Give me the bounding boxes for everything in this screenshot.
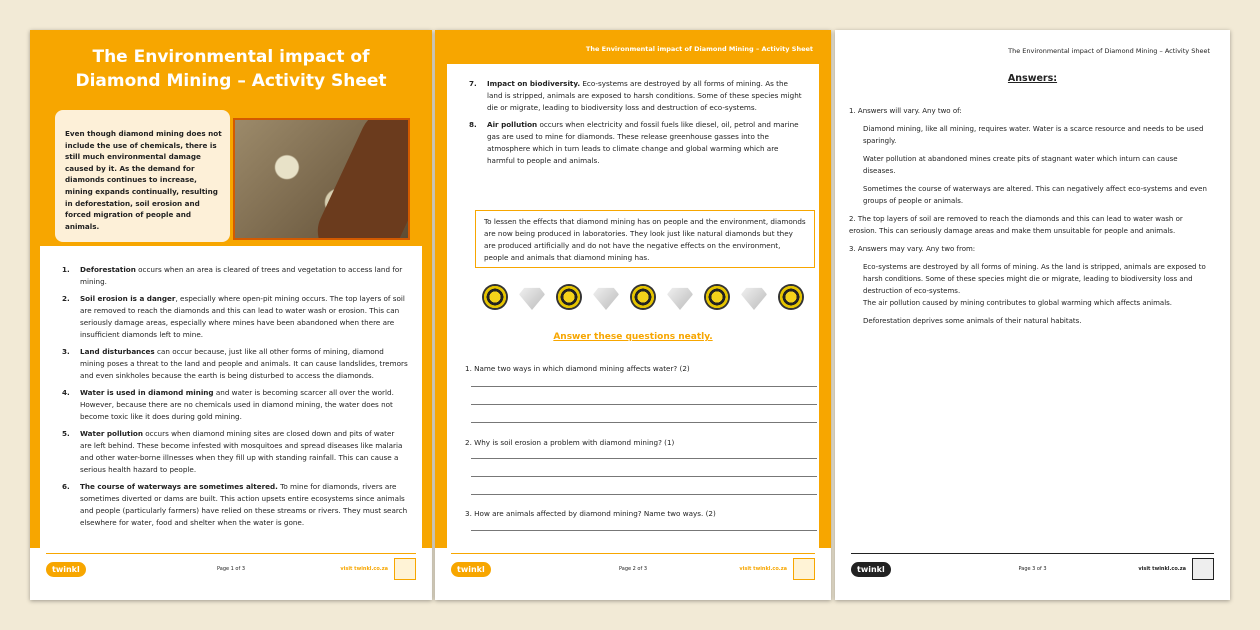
item-heading: Deforestation <box>80 265 136 274</box>
question-2: 2. Why is soil erosion a problem with diamond mining? (1) <box>465 438 675 447</box>
answer-text: Water pollution at abandoned mines create pits of stagnant water which inturn can cause diseases. <box>863 155 1178 175</box>
item-text: and water is becoming scarcer all over the world. However, because there are no chemicals used in diamond mining, the water does not become toxic like it does during gold mining. <box>80 388 394 421</box>
white-diamond-icon <box>667 284 693 310</box>
item-number: 6. <box>62 482 70 491</box>
item-number: 7. <box>469 79 477 88</box>
footer <box>835 548 1230 600</box>
page-number: Page 1 of 3 <box>216 566 246 572</box>
instruction: Answer these questions neatly. <box>553 332 713 342</box>
page-number: Page 2 of 3 <box>618 566 648 572</box>
yellow-diamond-icon <box>704 284 730 310</box>
item-number: 3. <box>62 347 70 356</box>
list-item <box>62 428 408 476</box>
item-text: occurs when diamond mining sites are closed down and pits of water are left behind. These become infested with mosquitoes and spread diseases like malaria and other water-borne illnesses when they fill up with standing rainfall. This can cause a serious health hazard to people. <box>80 429 403 474</box>
answer-text: Eco-systems are destroyed by all forms of mining. As the land is stripped, animals are exposed to harsh conditions. Some of these species might die or migrate, leading to biodiversity loss and destruction of eco-systems. <box>863 263 1206 295</box>
question-1: 1. Name two ways in which diamond mining affects water? (2) <box>465 364 690 373</box>
list-item <box>469 119 805 167</box>
item-text: , especially where open-pit mining occurs. The top layers of soil are removed to reach the diamonds and this can lead to water wash or erosion. This can seriously damage areas, especially where mines have been abandoned when there are insufficient diamonds left to mine. <box>80 294 405 339</box>
yellow-diamond-icon <box>556 284 582 310</box>
question-3: 3. How are animals affected by diamond mining? Name two ways. (2) <box>465 509 716 518</box>
item-number: 5. <box>62 429 70 438</box>
answer-line[interactable] <box>471 422 817 423</box>
list-item <box>62 481 408 529</box>
answer-text: The air pollution caused by mining contributes to global warming which affects animals. <box>863 299 1173 307</box>
diamond-row <box>482 284 804 310</box>
answer-line[interactable] <box>471 458 817 459</box>
twinkl-logo[interactable]: twinkl <box>451 562 491 577</box>
list-item <box>469 78 805 114</box>
content-panel <box>40 246 422 548</box>
answer-text: Sometimes the course of waterways are altered. This can negatively affect eco-systems and even groups of people or animals. <box>863 185 1207 205</box>
item-heading: Air pollution <box>487 120 538 129</box>
item-heading: The course of waterways are sometimes altered. <box>80 482 278 491</box>
item-number: 4. <box>62 388 70 397</box>
yellow-diamond-icon <box>778 284 804 310</box>
answer-line[interactable] <box>471 494 817 495</box>
item-text: Eco-systems are destroyed by all forms of mining. As the land is stripped, animals are exposed to harsh conditions. Some of these species might die or migrate, leading to biodiversity loss and destruction of eco-systems. <box>487 79 802 112</box>
quality-badge-icon <box>793 558 815 580</box>
item-text: occurs when an area is cleared of trees and vegetation to access land for mining. <box>80 265 403 286</box>
white-diamond-icon <box>519 284 545 310</box>
item-heading: Land disturbances <box>80 347 155 356</box>
visit-link[interactable]: visit twinkl.co.za <box>340 566 388 572</box>
item-heading: Soil erosion is a danger <box>80 294 176 303</box>
list-item <box>62 346 408 382</box>
answer-line[interactable] <box>471 476 817 477</box>
quality-badge-icon <box>394 558 416 580</box>
answer-line[interactable] <box>471 386 817 387</box>
answers <box>849 105 1212 333</box>
answers-title: Answers: <box>1007 73 1058 84</box>
page-title: The Environmental impact of Diamond Mining – Activity Sheet <box>75 47 387 91</box>
page-header: The Environmental impact of Diamond Mining – Activity Sheet <box>585 45 813 53</box>
page-header: The Environmental impact of Diamond Mining – Activity Sheet <box>1008 47 1210 55</box>
item-number: 2. <box>62 294 70 303</box>
yellow-diamond-icon <box>482 284 508 310</box>
item-text: can occur because, just like all other forms of mining, diamond mining poses a threat to the land and people and animals. It can cause landslides, tremors and even sinkholes because the earth is being disturbed to access the diamonds. <box>80 347 408 380</box>
item-text: To mine for diamonds, rivers are sometimes diverted or dams are built. This action upsets entire ecosystems since animals and people (particularly farmers) have relied on these streams or rivers. They must search elsewhere for water, food and shelter when the water is gone. <box>80 482 408 527</box>
quality-badge-icon <box>1192 558 1214 580</box>
intro-text: Even though diamond mining does not include the use of chemicals, there is still much environmental damage caused by it. As the demand for diamonds continues to increase, mining expands continually, resulting in deforestation, soil erosion and forced migration of people and animals. <box>55 110 230 242</box>
answer-2: 2. The top layers of soil are removed to reach the diamonds and this can lead to water wash or erosion. This can seriously damage areas and make them unsuitable for people and animals. <box>849 215 1183 235</box>
yellow-diamond-icon <box>630 284 656 310</box>
list-item <box>62 293 408 341</box>
white-diamond-icon <box>593 284 619 310</box>
lab-diamonds-box: To lessen the effects that diamond mining has on people and the environment, diamonds are now being produced in laboratories. They look just like natural diamonds but they are produced artificially and do not have the negative effects on the environment, people and animals that diamond mining has. <box>475 210 815 268</box>
white-diamond-icon <box>741 284 767 310</box>
visit-link[interactable]: visit twinkl.co.za <box>739 566 787 572</box>
answer-3: 3. Answers may vary. Any two from: <box>849 245 976 253</box>
diamond-mining-image <box>233 118 410 240</box>
item-number: 8. <box>469 120 477 129</box>
page-1 <box>30 30 432 600</box>
page-3 <box>835 30 1230 600</box>
visit-link[interactable]: visit twinkl.co.za <box>1138 566 1186 572</box>
item-text: occurs when electricity and fossil fuels like diesel, oil, petrol and marine gas are used to mine for diamonds. These release greenhouse gasses into the atmosphere which in turn leads to climate change and global warming which are harmful to people and animals. <box>487 120 799 165</box>
page-number: Page 3 of 3 <box>1018 566 1047 572</box>
content-panel <box>447 64 819 548</box>
list-item <box>62 264 408 288</box>
page-2 <box>435 30 831 600</box>
footer <box>435 548 831 600</box>
answer-text: Diamond mining, like all mining, requires water. Water is a scarce resource and needs to be used sparingly. <box>863 125 1204 145</box>
twinkl-logo[interactable]: twinkl <box>851 562 891 577</box>
answer-line[interactable] <box>471 530 817 531</box>
item-heading: Impact on biodiversity. <box>487 79 581 88</box>
item-heading: Water is used in diamond mining <box>80 388 214 397</box>
answer-1: 1. Answers will vary. Any two of: <box>849 107 962 115</box>
item-number: 1. <box>62 265 70 274</box>
twinkl-logo[interactable]: twinkl <box>46 562 86 577</box>
footer <box>30 548 432 600</box>
item-heading: Water pollution <box>80 429 143 438</box>
list-item <box>62 387 408 423</box>
answer-text: Deforestation deprives some animals of their natural habitats. <box>863 317 1082 325</box>
answer-line[interactable] <box>471 404 817 405</box>
